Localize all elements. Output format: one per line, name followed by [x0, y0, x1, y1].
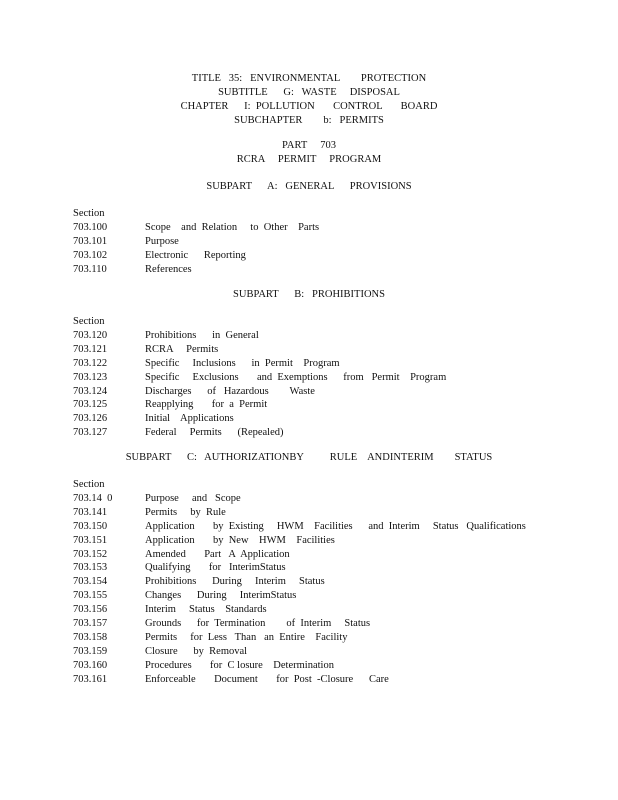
- table-row: [73, 492, 593, 506]
- section-title: Reapplying for a Permit: [145, 399, 268, 411]
- section-number: 703.100: [73, 222, 108, 233]
- section-title: Federal Permits (Repealed): [145, 427, 284, 439]
- section-number: 703.121: [73, 343, 108, 355]
- table-row: [73, 371, 593, 385]
- section-number: 703.123: [73, 371, 108, 383]
- header-gap: [0, 128, 618, 139]
- section-number: 703.122: [73, 357, 108, 369]
- table-row: [73, 659, 593, 673]
- table-row: [73, 534, 593, 548]
- section-title: Enforceable Document for Post -Closure Care: [145, 673, 389, 685]
- section-title: Permits by Rule: [145, 506, 226, 518]
- section-number: 703.157: [73, 618, 108, 630]
- section-number: 703.151: [73, 534, 108, 546]
- table-row: [73, 520, 593, 534]
- table-row: [73, 575, 593, 589]
- subpart-c-sections: [73, 478, 593, 686]
- section-title: Interim Status Standards: [145, 604, 267, 616]
- section-title: Specific Inclusions in Permit Program: [145, 357, 340, 369]
- section-title: Procedures for C losure Determination: [145, 659, 334, 671]
- table-row: [73, 426, 593, 440]
- section-number: 703.153: [73, 562, 108, 574]
- section-number: 703.110: [73, 263, 107, 275]
- section-number: 703.160: [73, 659, 108, 671]
- section-number: 703.127: [73, 427, 108, 439]
- section-title: Prohibitions in General: [145, 330, 259, 341]
- section-title: Amended Part A Application: [145, 548, 290, 560]
- subtitle-line: SUBTITLE G: WASTE DISPOSAL: [218, 87, 400, 98]
- section-label: Section: [73, 316, 105, 327]
- table-row: [73, 561, 593, 575]
- table-row: [73, 603, 593, 617]
- subpart-a-sections: [73, 207, 593, 277]
- part-name-line: RCRA PERMIT PROGRAM: [236, 154, 382, 165]
- subpart-a-heading: SUBPART A: GENERAL PROVISIONS: [206, 181, 412, 192]
- section-number: 703.125: [73, 399, 108, 411]
- section-title: Closure by Removal: [145, 645, 248, 657]
- table-row: [73, 506, 593, 520]
- section-title: Purpose: [145, 235, 179, 247]
- section-number: 703.159: [73, 645, 108, 657]
- section-title: Specific Exclusions and Exemptions from Permit Program: [145, 371, 447, 383]
- section-number: 703.101: [73, 235, 108, 247]
- subpart-c-heading: SUBPART C: AUTHORIZATIONBY RULE ANDINTERIM STATUS: [125, 452, 493, 463]
- section-title: Discharges of Hazardous Waste: [145, 385, 315, 397]
- subchapter-line: SUBCHAPTER b: PERMITS: [234, 115, 384, 126]
- section-title: Initial Applications: [145, 413, 234, 425]
- section-label: Section: [73, 208, 105, 219]
- section-number: 703.154: [73, 576, 108, 588]
- table-row: [73, 329, 593, 343]
- section-title: Grounds for Termination of Interim Status: [145, 618, 371, 630]
- subpart-b-sections: [73, 315, 593, 440]
- section-title: Electronic Reporting: [145, 249, 246, 261]
- section-title: Changes During InterimStatus: [145, 590, 297, 602]
- section-number: 703.14 0: [73, 493, 113, 504]
- chapter-line: CHAPTER I: POLLUTION CONTROL BOARD: [180, 101, 438, 112]
- table-row: [73, 589, 593, 603]
- section-number: 703.141: [73, 506, 108, 518]
- section-number: 703.155: [73, 590, 108, 602]
- section-number: 703.152: [73, 548, 108, 560]
- subpart-b-heading: SUBPART B: PROHIBITIONS: [233, 289, 385, 300]
- section-number: 703.126: [73, 413, 108, 425]
- section-number: 703.156: [73, 604, 108, 616]
- section-title: Application by New HWM Facilities: [145, 534, 335, 546]
- table-row: [73, 263, 593, 277]
- table-row: [73, 645, 593, 659]
- section-title: Qualifying for InterimStatus: [145, 562, 286, 574]
- section-title: Purpose and Scope: [145, 493, 241, 504]
- section-label: Section: [73, 479, 105, 490]
- table-row: [73, 357, 593, 371]
- document-header: [0, 72, 618, 167]
- section-number: 703.120: [73, 330, 108, 341]
- table-row: [73, 631, 593, 645]
- section-number: 703.124: [73, 385, 108, 397]
- table-row: [73, 398, 593, 412]
- section-number: 703.150: [73, 520, 108, 532]
- part-line: PART 703: [282, 140, 336, 151]
- section-title: References: [145, 263, 192, 275]
- section-title: Prohibitions During Interim Status: [145, 576, 325, 588]
- table-row: [73, 343, 593, 357]
- table-row: [73, 249, 593, 263]
- section-title: RCRA Permits: [145, 343, 219, 355]
- table-row: [73, 673, 593, 687]
- section-number: 703.161: [73, 673, 108, 685]
- table-row: [73, 617, 593, 631]
- table-row: [73, 385, 593, 399]
- table-row: [73, 548, 593, 562]
- section-number: 703.102: [73, 249, 108, 261]
- title-line: TITLE 35: ENVIRONMENTAL PROTECTION: [191, 73, 427, 84]
- table-row: [73, 221, 593, 235]
- table-row: [73, 235, 593, 249]
- table-row: [73, 412, 593, 426]
- section-title: Scope and Relation to Other Parts: [145, 222, 320, 233]
- section-title: Permits for Less Than an Entire Facility: [145, 631, 348, 643]
- section-number: 703.158: [73, 631, 108, 643]
- section-title: Application by Existing HWM Facilities and Interim Status Qualifications: [145, 520, 526, 532]
